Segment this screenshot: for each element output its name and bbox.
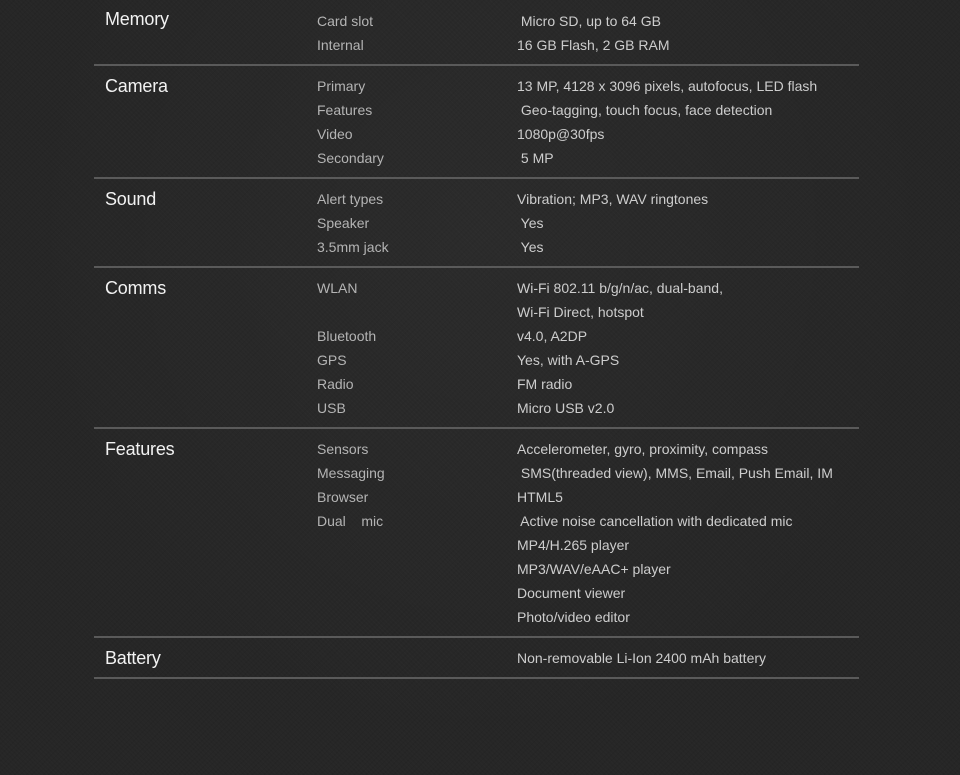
spec-value: FM radio (517, 376, 573, 392)
spec-label (317, 605, 517, 629)
section-memory (94, 0, 859, 66)
spec-row (94, 122, 859, 146)
spec-label: USB (317, 400, 346, 416)
spec-row (94, 437, 859, 461)
spec-value: MP3/WAV/eAAC+ player (517, 561, 671, 577)
spec-value: Geo-tagging, touch focus, face detection (517, 102, 773, 118)
section-features (94, 429, 859, 638)
spec-label: 3.5mm jack (317, 239, 389, 255)
spec-row (94, 324, 859, 348)
spec-row (94, 211, 859, 235)
spec-label (317, 300, 517, 324)
spec-row (94, 9, 859, 33)
spec-value: Photo/video editor (517, 609, 630, 625)
spec-row (94, 509, 859, 533)
spec-value: SMS(threaded view), MMS, Email, Push Email, IM (517, 465, 833, 481)
spec-row (94, 533, 859, 557)
section-title-comms: Comms (105, 278, 166, 298)
spec-row (94, 74, 859, 98)
spec-value: 13 MP, 4128 x 3096 pixels, autofocus, LED flash (517, 78, 818, 94)
section-sound (94, 179, 859, 268)
spec-row (94, 348, 859, 372)
section-comms (94, 268, 859, 429)
spec-value: Wi-Fi 802.11 b/g/n/ac, dual-band, (517, 280, 723, 296)
spec-row (94, 485, 859, 509)
spec-value: Accelerometer, gyro, proximity, compass (517, 441, 769, 457)
spec-label: Internal (317, 37, 364, 53)
spec-value: Micro USB v2.0 (517, 400, 615, 416)
spec-row (94, 557, 859, 581)
spec-value: Yes (517, 215, 544, 231)
spec-label: GPS (317, 352, 347, 368)
spec-value: Yes, with A-GPS (517, 352, 620, 368)
spec-value: MP4/H.265 player (517, 537, 630, 553)
spec-sheet (94, 0, 859, 679)
spec-label: Secondary (317, 150, 384, 166)
spec-label: Radio (317, 376, 354, 392)
section-battery (94, 638, 859, 679)
spec-label: Primary (317, 78, 366, 94)
spec-value: v4.0, A2DP (517, 328, 588, 344)
section-title-features: Features (105, 439, 175, 459)
spec-row (94, 372, 859, 396)
spec-label: WLAN (317, 280, 358, 296)
spec-label: Video (317, 126, 353, 142)
spec-value: Non-removable Li-Ion 2400 mAh battery (517, 650, 767, 666)
spec-value: Micro SD, up to 64 GB (517, 13, 661, 29)
spec-row (94, 187, 859, 211)
spec-label (317, 533, 517, 557)
spec-value: Document viewer (517, 585, 626, 601)
spec-value: 5 MP (517, 150, 554, 166)
spec-row (94, 461, 859, 485)
spec-label: Features (317, 102, 373, 118)
spec-label: Dual mic (317, 513, 384, 529)
spec-value: Active noise cancellation with dedicated mic (517, 513, 793, 529)
spec-row (94, 146, 859, 170)
spec-row (94, 646, 859, 670)
spec-label: Alert types (317, 191, 384, 207)
spec-row (94, 98, 859, 122)
spec-row (94, 33, 859, 57)
spec-row (94, 581, 859, 605)
spec-label: Speaker (317, 215, 370, 231)
spec-label: Sensors (317, 441, 369, 457)
spec-label (317, 646, 517, 670)
section-title-battery: Battery (105, 648, 161, 668)
spec-value: Wi-Fi Direct, hotspot (517, 304, 644, 320)
spec-row (94, 300, 859, 324)
spec-value: 1080p@30fps (517, 126, 605, 142)
spec-row (94, 235, 859, 259)
section-camera (94, 66, 859, 179)
spec-value: HTML5 (517, 489, 563, 505)
spec-value: 16 GB Flash, 2 GB RAM (517, 37, 670, 53)
spec-label (317, 581, 517, 605)
spec-row (94, 276, 859, 300)
spec-label: Bluetooth (317, 328, 377, 344)
spec-label: Browser (317, 489, 369, 505)
section-title-camera: Camera (105, 76, 168, 96)
spec-label: Messaging (317, 465, 385, 481)
section-title-sound: Sound (105, 189, 157, 209)
spec-row (94, 396, 859, 420)
spec-label: Card slot (317, 13, 374, 29)
section-title-memory: Memory (105, 9, 169, 29)
spec-value: Yes (517, 239, 544, 255)
spec-row (94, 605, 859, 629)
spec-value: Vibration; MP3, WAV ringtones (517, 191, 709, 207)
spec-label (317, 557, 517, 581)
